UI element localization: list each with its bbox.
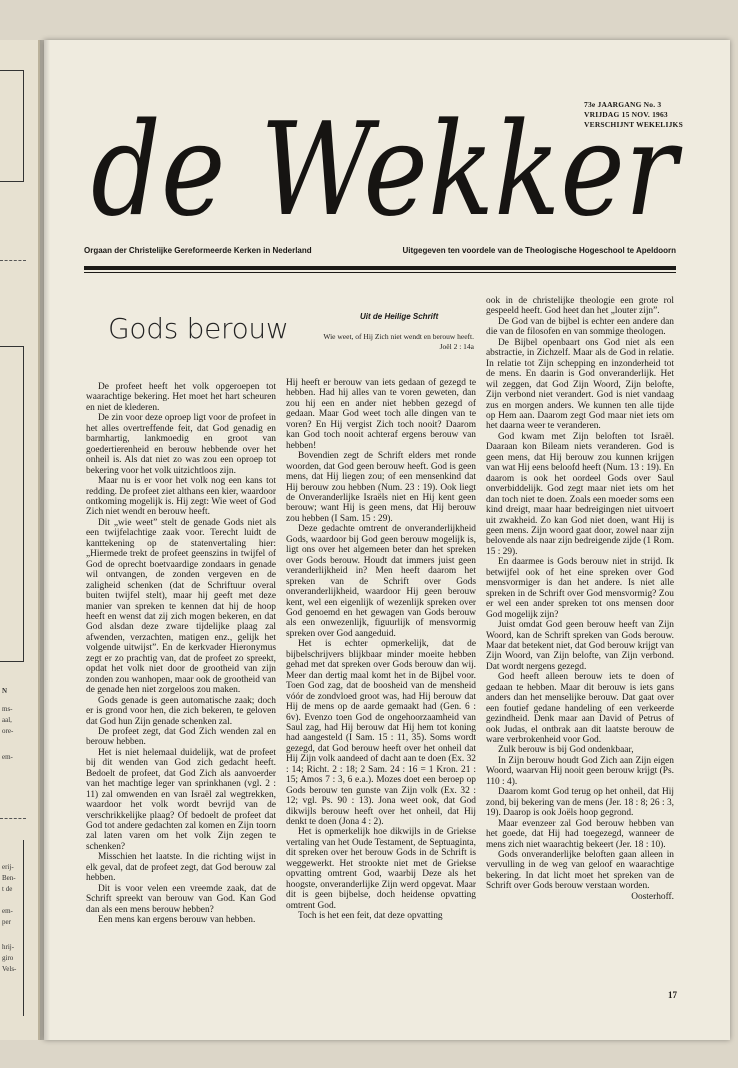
masthead-divider-thin: [84, 272, 676, 273]
paragraph: God heeft alleen berouw iets te doen of gedaan te hebben. Maar dit berouw is iets gans anders dan het menselijke berouw. Dat gaat over een foutief gedane handeling of een verkeerde gezindheid. Denk maar aan David of Petrus of ook Judas, el ontbrak aan dit laatste berouw de ware verbrokenheid voor God.: [486, 672, 674, 746]
article-column-3: [486, 296, 674, 902]
paragraph: Het is echter opmerkelijk, dat de bijbelschrijvers blijkbaar minder moeite hebben gehad met dat spreken over Gods berouw dan wij. Meer dan dertig maal komt het in de Bijbel voor. Toen God zag, dat de boosheid van de mensheid vóór de zondvloed groot was, had Hij berouw dat Hij de mens op de aarde gemaakt had (Gen. 6 : 6v). Evenzo toen God de ongehoorzaamheid van Saul zag, had Hij berouw dat Hij hem tot koning had aangesteld (I Sam. 15 : 11, 35). Soms wordt gezegd, dat God berouw heeft over het onheil dat Hij Zijn volk aandeed of dacht aan te doen (Ex. 32 : 14; Richt. 2 : 18; 2 Sam. 24 : 16 = 1 Kron. 21 : 15; Amos 7 : 3, 6 e.a.). Mozes doet een beroep op Gods berouw ten gunste van Zijn volk (Ex. 32 : 12; vgl. Ps. 90 : 13). Jona weet ook, dat God dikwijls berouw heeft over het onheil, dat Hij denkt te doen (Jona 4 : 2).: [286, 639, 476, 828]
paragraph: Gods onveranderlijke beloften gaan alleen in vervulling in de weg van geloof en waarachtige bekering. In dat licht moet het spreken van de Schrift over Gods berouw verstaan worden.: [486, 850, 674, 892]
previous-page-fragment: em-: [2, 753, 13, 761]
masthead-divider: [84, 266, 676, 270]
paragraph: Deze gedachte omtrent de onveranderlijkheid Gods, waardoor bij God geen berouw mogelijk is, ligt ons over het algemeen beter dan het spreken over Gods berouw. Houdt dat immers juist geen veranderlijkheid in? Men heeft daarom het spreken van de Schrift over Gods onveranderlijkheid, waardoor Hij geen berouw kent, wel een eigenlijk of wezenlijk spreken over God genoemd en het gewagen van Gods berouw als een onwezenlijk, figuurlijk of mensvormig spreken over God aangeduid.: [286, 524, 476, 639]
previous-page-fragment: aal,: [2, 716, 12, 724]
previous-page-fragment: erij-: [2, 863, 14, 871]
paragraph: Zulk berouw is bij God ondenkbaar,: [498, 745, 634, 756]
masthead-subtitle-right: Uitgegeven ten voordele van de Theologische Hogeschool te Apeldoorn: [402, 246, 676, 255]
paragraph: Daarom komt God terug op het onheil, dat Hij zond, bij bekering van de mens (Jer. 18 : 8; 26 : 3, 19). Daarop is ook Joëls hoop gegrond.: [486, 787, 674, 819]
previous-page-edge: [0, 40, 40, 1040]
paragraph: Dit is voor velen een vreemde zaak, dat de Schrift spreekt van berouw van God. Kan God dan als een mens berouw hebben?: [86, 883, 276, 915]
previous-page-rule: [0, 260, 26, 261]
paragraph: De Bijbel openbaart ons God niet als een abstractie, in Zichzelf. Maar als de God in relatie. In relatie tot Zijn schepping en inzonderheid tot de mens. En daarin is God onveranderlijk. Het wil zeggen, dat God Zijn Woord, Zijn belofte, Zijn verbond niet verandert. God is niet vandaag zus en morgen anders. We kunnen ten alle tijde op Hem aan. Daarom zegt God maar niet iets om het daarna weer te veranderen.: [486, 337, 674, 432]
issue-volume: 73e JAARGANG No. 3: [584, 100, 662, 109]
previous-page-fragment: per: [2, 918, 11, 926]
epigraph-reference: Joël 2 : 14a: [439, 342, 474, 351]
paragraph: De profeet zegt, dat God Zich wenden zal en berouw hebben.: [86, 726, 276, 748]
previous-page-fragment: Vels-: [2, 965, 17, 973]
paragraph: Bovendien zegt de Schrift elders met ronde woorden, dat God geen berouw heeft. God is geen mens, dat Hij liegen zou; of een mensenkind dat Hij berouw zou hebben (Num. 23 : 19). Ook liegt de Onveranderlijke Israëls niet en Hij kent geen berouw; want Hij is geen mens, dat Hij berouw zou hebben (I Sam. 15 : 29).: [286, 451, 476, 524]
paragraph: Het is niet helemaal duidelijk, wat de profeet bij dit wenden van God zich gedacht heeft. Bedoelt de profeet, dat God Zich als aanvoerder van het machtige leger van sprinkhanen (vgl. 2 : 11) zal omwenden en van Israël zal wegtrekken, waardoor het volk wordt bevrijd van de verschrikkelijke plaag? Of bedoelt de profeet dat God tot andere gedachten zal komen en Zijn toorn zal laten varen om het volk Zijn zegen te schenken?: [86, 747, 276, 852]
paragraph: Gods genade is geen automatische zaak; doch er is grond voor hen, die zich bekeren, te geloven dat God hun Zijn genade schenken zal.: [86, 695, 276, 727]
paragraph: Maar evenzeer zal God berouw hebben van het goede, dat Hij had toegezegd, wanneer de mens zich niet waarachtig bekeert (Jer. 18 : 10).: [486, 818, 674, 850]
previous-page-fragment: N: [2, 687, 8, 695]
paragraph: Toch is het een feit, dat deze opvatting: [298, 911, 443, 922]
paragraph: De zin voor deze oproep ligt voor de profeet in het alles overtreffende feit, dat God genadig en barmhartig, lankmoedig en groot van goedertierenheid en berouw hebbende over het onheil is. Als dat niet zo was zou een oproep tot bekering voor het volk uitzichtloos zijn.: [86, 413, 276, 476]
previous-page-fragment: em-: [2, 907, 13, 915]
previous-page-fragment: t de: [2, 885, 13, 893]
masthead-subtitle-left: Orgaan der Christelijke Gereformeerde Kerken in Nederland: [84, 246, 312, 255]
previous-page-frame: [0, 346, 24, 662]
previous-page-rule: [0, 818, 26, 819]
paragraph: Misschien het laatste. In die richting wijst in elk geval, dat de profeet zegt, dat God berouw zal hebben.: [86, 852, 276, 884]
paragraph: ook in de christelijke theologie een grote rol gespeeld heeft. God heet dan het „louter zijn”.: [486, 296, 674, 317]
paragraph: Hij heeft er berouw van iets gedaan of gezegd te hebben. Had hij alles van te voren geweten, dan zou hij een en ander niet hebben gezegd of gedaan. Maar God weet toch alle dingen van te voren? En Hij vergist Zich toch nooit? Daarom kan God toch nooit achteraf ergens berouw van hebben!: [286, 378, 476, 451]
paragraph: God kwam met Zijn beloften tot Israël. Daaraan kon Bileam niets veranderen. God is geen mens, dat Hij berouw zou kunnen krijgen van wat Hij eens beloofd heeft (Num. 13 : 19). En daarom is ook het oordeel Gods over Saul onverbiddelijk. God zegt maar niet iets om het dan toch niet te doen. Zoals een moeder soms een kind dreigt, maar haar bedreigingen niet uitvoert uit zwakheid. Zo kan God niet doen, want Hij is geen mens. Zijn woord gaat door, zowel naar zijn belovende als naar zijn bedreigende zijde (1 Rom. 15 : 29).: [486, 431, 674, 557]
previous-page-fragment: ms-: [2, 705, 13, 713]
article-title: Gods berouw: [108, 312, 289, 345]
issue-frequency: VERSCHIJNT WEKELIJKS: [584, 120, 683, 129]
previous-page-frame: [0, 70, 24, 182]
article-column-1: [86, 382, 276, 926]
masthead: [84, 66, 684, 246]
paragraph: Juist omdat God geen berouw heeft van Zijn Woord, kan de Schrift spreken van Gods berouw. Maar dat betekent niet, dat God berouw krijgt van Zijn Woord, van Zijn belofte, van Zijn verbond. Dat wordt nergens gezegd.: [486, 620, 674, 672]
paragraph: Het is opmerkelijk hoe dikwijls in de Griekse vertaling van het Oude Testament, de Septuaginta, dit spreken over het berouw Gods in de Schrift is weggewerkt. Het strookte niet met de Griekse opvatting omtrent God, waarbij Deze als het hoogste, onveranderlijke Zijn werd opgevat. Maar dit is geen bijbelse, doch heidense opvatting omtrent God.: [286, 827, 476, 911]
previous-page-fragment: Ben-: [2, 874, 16, 882]
masthead-logo: [84, 66, 684, 246]
masthead-title: de Wekker: [91, 96, 683, 245]
page-fold-shadow: [40, 40, 50, 1040]
article-author: Oosterhoff.: [631, 891, 674, 902]
paragraph: De God van de bijbel is echter een andere dan die van de filosofen en van sommige theologen.: [486, 316, 674, 338]
paragraph: En daarmee is Gods berouw niet in strijd. Ik betwijfel ook of het eine spreken over God mensvormiger is dan het andere. Is niet alle spreken in de Schrift over God mensvormig? Zou er wel een ander spreken tot ons mensen door God mogelijk zijn?: [486, 557, 674, 620]
epigraph-text: Wie weet, of Hij Zich niet wendt en berouw heeft.: [323, 332, 474, 341]
previous-page-fragment: ore-: [2, 727, 14, 735]
masthead-subtitle: [84, 246, 676, 258]
article-epigraph: [286, 332, 474, 352]
previous-page-fragment: giro: [2, 954, 14, 962]
issue-date: VRIJDAG 15 NOV. 1963: [584, 110, 668, 119]
paragraph: In Zijn berouw houdt God Zich aan Zijn eigen Woord, waarvan Hij nooit geen berouw krijgt (Ps. 110 : 4).: [486, 755, 674, 787]
paragraph: Een mens kan ergens berouw van hebben.: [98, 915, 256, 926]
page-number: 17: [668, 990, 677, 1000]
article-rubric: Uit de Heilige Schrift: [360, 312, 439, 321]
article-column-2: [286, 378, 476, 922]
paragraph: Dit „wie weet” stelt de genade Gods niet als een twijfelachtige zaak voor. Terecht luidt de kanttekening op de statenvertaling hier: „Hiermede trekt de profeet geenszins in twijfel of God de oprecht boetvaardige zondaars in genade wil ontvangen, de zonden vergeven en de zaligheid schenken (dat de Schriftuur overal buiten twijfel stelt), maar hij geeft met deze manier van spreken te kennen dat hij de hoop heeft en wenst dat zij zich mogen bekeren, en dat God alsdan deze zware tijdelijke plaag zal afwenden, verzachten, matigen enz., gelijk het volgende uitwijst”. En de kerkvader Hieronymus zegt er zo prachtig van, dat de profeet zo spreekt, opdat het volk niet door de grootheid van zijn zonden zou wanhopen, maar ook de grootheid van de genade hen niet zorgeloos zou maken.: [86, 517, 276, 696]
paragraph: Maar nu is er voor het volk nog een kans tot redding. De profeet ziet althans een kier, waardoor ontkoming mogelijk is. Hij zegt: Wie weet of God Zich niet wendt en berouw heeft.: [86, 476, 276, 518]
previous-page-fragment: hrij-: [2, 943, 15, 951]
paragraph: De profeet heeft het volk opgeroepen tot waarachtige bekering. Het moet het hart scheuren en niet de klederen.: [86, 382, 276, 413]
